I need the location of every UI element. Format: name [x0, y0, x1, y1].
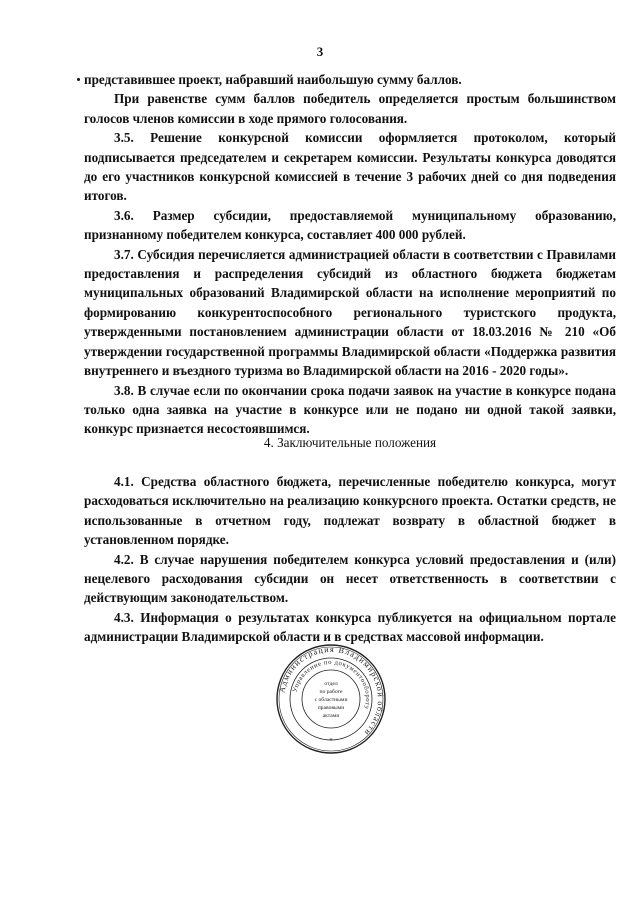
paragraph-text: представившее проект, набравший наибольшую сумму баллов.	[84, 72, 462, 87]
seal-center-line: с областными	[314, 697, 348, 703]
section-heading: 4. Заключительные положения	[263, 435, 437, 450]
seal-center-line: актами	[322, 713, 340, 719]
paragraph-3-6: 3.6. Размер субсидии, предоставляемой муниципальному образованию, признанному победителем конкурса, составляет 400 000 рублей.	[84, 207, 616, 243]
paragraph-3-8: 3.8. В случае если по окончании срока подачи заявок на участие в конкурсе подана только одна заявка на участие в конкурсе или не подано ни одной такой заявки, конкурс признается несостоявшимся.	[84, 382, 616, 437]
seal-center-line: отдел	[324, 681, 338, 687]
paragraph-3-7: 3.7. Субсидия перечисляется администрацией области в соответствии с Правилами предоставления и распределения субсидий из областного бюджета бюджетам муниципальных образований Владимирской области на исполнение мероприятий по формированию конкурентоспособного регионального туристского продукта, утвержденными постановлением администрации области от 18.03.2016 № 210 «Об утверждении государственной программы Владимирской области «Поддержка развития внутреннего и въездного туризма во Владимирской области на 2016 - 2020 годы».	[84, 246, 616, 379]
page-number: 3	[316, 44, 324, 59]
paragraph-4-3: 4.3. Информация о результатах конкурса публикуется на официальном портале администрации Владимирской области и в средствах массовой информации.	[84, 609, 616, 645]
paragraph-4-1: 4.1. Средства областного бюджета, перечисленные победителю конкурса, могут расходоваться исключительно на реализацию конкурсного проекта. Остатки средств, не использованные в отчетном году, подлежат возврату в областной бюджет в установленном порядке.	[84, 474, 616, 548]
paragraph-4-2: 4.2. В случае нарушения победителем конкурса условий предоставления и (или) нецелевого расходования субсидии он несет ответственность в соответствии с действующим законодательством.	[84, 551, 616, 606]
body-text-lower	[84, 472, 616, 647]
seal-center-line: по работе	[319, 689, 343, 695]
paragraph-continuation	[84, 70, 616, 89]
seal-center-line: правовыми	[317, 705, 345, 711]
seal-inner-text: Управление по документообороту	[291, 658, 372, 711]
paragraph-tie-rule: При равенстве сумм баллов победитель определяется простым большинством голосов членов комиссии в ходе прямого голосования.	[84, 91, 616, 126]
seal-outer-text: Администрация Владимирской области	[277, 644, 386, 738]
paragraph-3-5: 3.5. Решение конкурсной комиссии оформляется протоколом, который подписывается председателем и секретарем комиссии. Результаты конкурса доводятся до его участников конкурсной комиссией в течение 3 рабочих дней со дня подведения итогов.	[84, 130, 616, 204]
body-text-upper	[84, 70, 616, 439]
official-seal-stamp	[275, 643, 387, 755]
lead-dot	[77, 78, 80, 81]
seal-star-icon: *	[329, 737, 333, 745]
